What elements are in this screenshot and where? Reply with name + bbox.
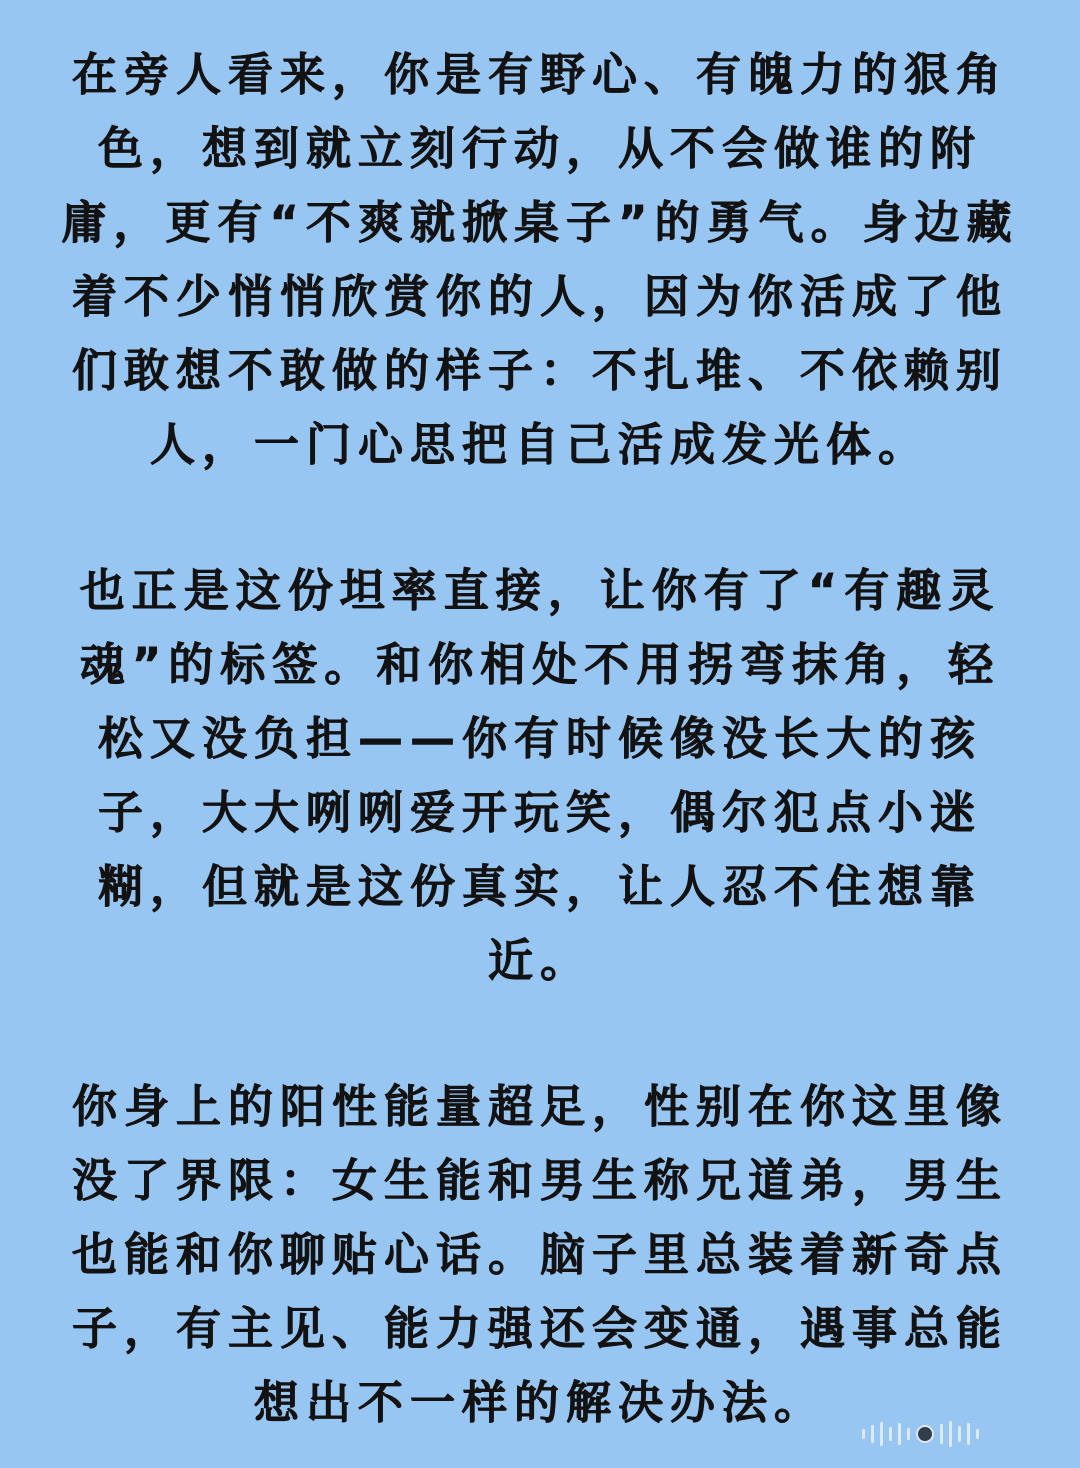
text-line: 在旁人看来，你是有野心、有魄力的狠角 [71,48,1008,101]
text-line: 想出不一样的解决办法。 [253,1376,826,1429]
text-line: 没了界限：女生能和男生称兄道弟，男生 [71,1154,1008,1207]
text-line: 近。 [487,934,592,987]
text-line: 松又没负担——你有时候像没长大的孩 [97,712,982,765]
paragraph-spacer [54,998,1026,1070]
text-line: 你身上的阳性能量超足，性别在你这里像 [71,1080,1008,1133]
text-line: 人，一门心思把自己活成发光体。 [149,418,930,471]
text-line: 庸，更有“不爽就掀桌子”的勇气。身边藏 [61,196,1019,249]
text-line: 也能和你聊贴心话。脑子里总装着新奇点 [71,1228,1008,1281]
paragraph-2 [54,554,1026,998]
paragraph-spacer [54,482,1026,554]
text-line: 色，想到就立刻行动，从不会做谁的附 [97,122,982,175]
watermark-icon [862,1420,1052,1448]
text-line: 魂”的标签。和你相处不用拐弯抹角，轻 [79,638,1001,691]
text-line: 子，大大咧咧爱开玩笑，偶尔犯点小迷 [97,786,982,839]
paragraph-3 [54,1070,1026,1440]
text-line: 糊，但就是这份真实，让人忍不住想靠 [97,860,982,913]
text-line: 也正是这份坦率直接，让你有了“有趣灵 [79,564,1001,617]
paragraph-1 [54,38,1026,482]
text-line: 们敢想不敢做的样子：不扎堆、不依赖别 [71,344,1008,397]
text-line: 着不少悄悄欣赏你的人，因为你活成了他 [71,270,1008,323]
text-line: 子，有主见、能力强还会变通，遇事总能 [71,1302,1008,1355]
